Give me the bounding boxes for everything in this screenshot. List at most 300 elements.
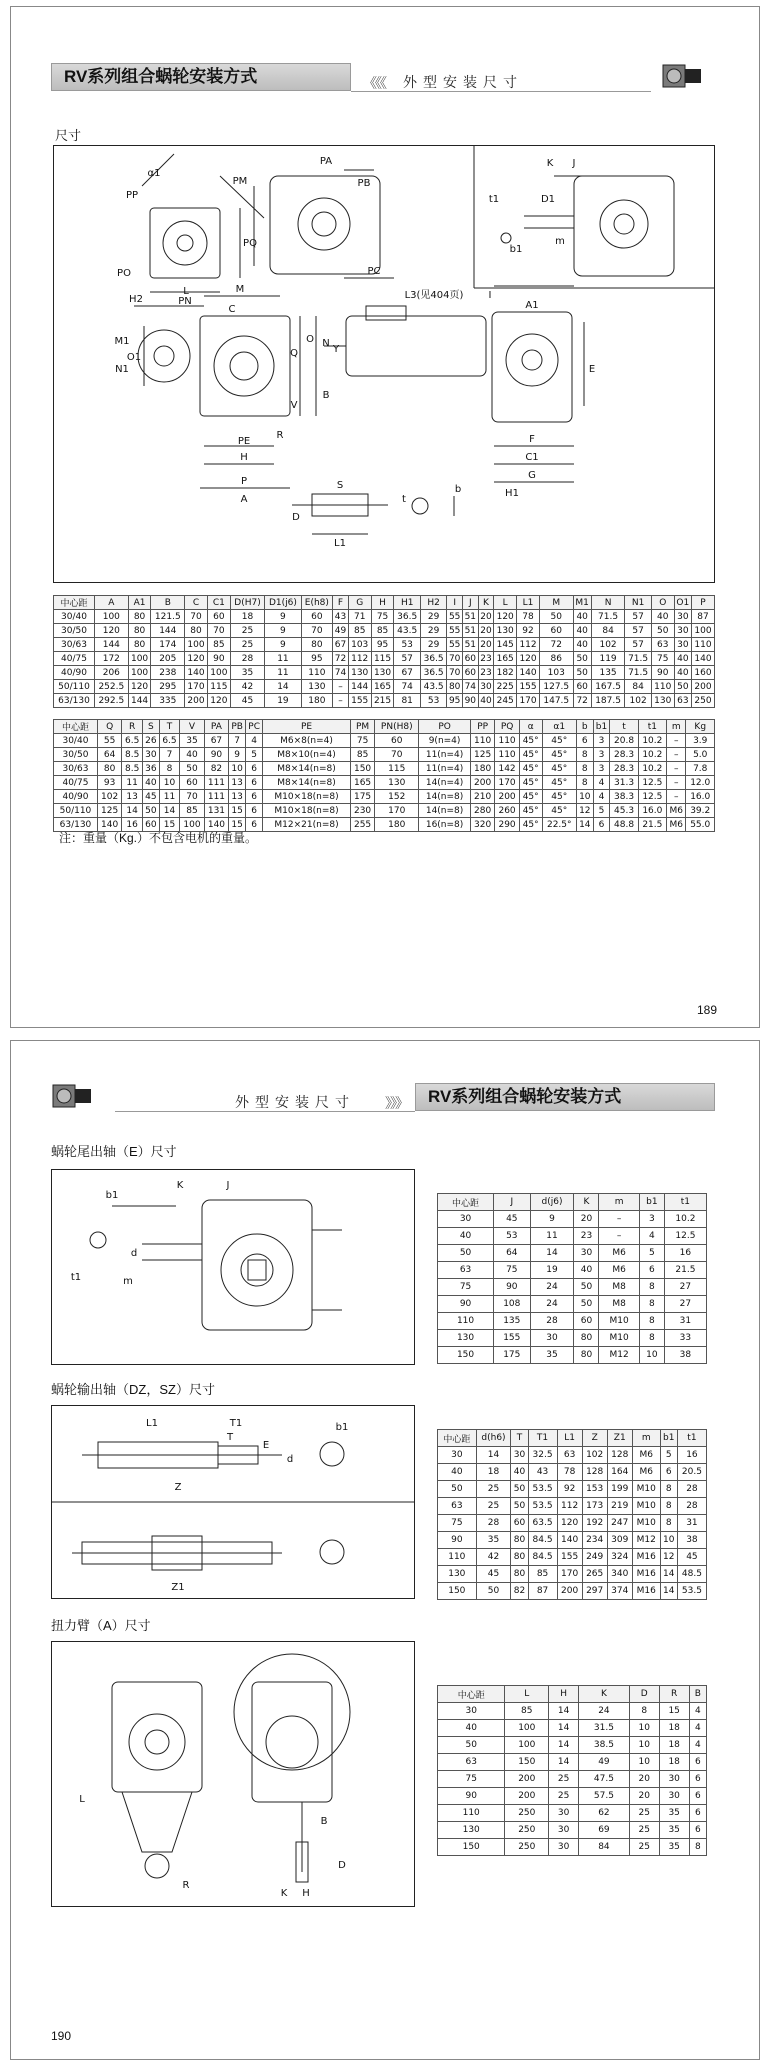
table-cell: 70 [447, 652, 463, 666]
table-cell: 8 [159, 762, 180, 776]
table-row [54, 680, 715, 694]
table-cell: 14 [265, 680, 301, 694]
label-h: H [302, 1888, 310, 1899]
table-row [54, 762, 715, 776]
table-cell: 142 [495, 762, 519, 776]
column-header: A1 [128, 596, 151, 610]
table-cell: 75 [371, 610, 394, 624]
table-cell: 60 [375, 734, 419, 748]
table-cell: 40/75 [54, 652, 95, 666]
table-cell: 30 [549, 1822, 579, 1839]
column-header: P [692, 596, 715, 610]
table-cell: 53 [494, 1228, 530, 1245]
table-cell: 111 [204, 790, 228, 804]
e-shaft-table [437, 1193, 707, 1364]
table-cell: 5 [593, 804, 610, 818]
table-cell: 150 [438, 1839, 505, 1856]
table-cell: 40 [438, 1228, 494, 1245]
label-h: H [240, 452, 248, 463]
table-cell: 20 [478, 624, 494, 638]
table-cell: 45 [677, 1549, 706, 1566]
table-cell: 28 [530, 1313, 574, 1330]
table-cell: M12×21(n=8) [263, 818, 351, 832]
table-row [438, 1822, 707, 1839]
page-number: 189 [697, 1003, 718, 1017]
table-cell: 50 [180, 762, 204, 776]
table-cell: 125 [97, 804, 121, 818]
table-cell: 71 [348, 610, 371, 624]
table-cell: 128 [607, 1447, 632, 1464]
table-cell: 29 [420, 610, 446, 624]
table-cell: 7.8 [686, 762, 715, 776]
table-cell: 200 [557, 1583, 582, 1600]
table-cell: 60 [462, 652, 478, 666]
column-header: D(H7) [230, 596, 264, 610]
table-cell: 100 [505, 1737, 549, 1754]
table-cell: 20 [478, 610, 494, 624]
label-pq: PQ [243, 238, 257, 249]
table-cell: 57 [625, 610, 651, 624]
label-pe: PE [237, 436, 251, 447]
table-cell: 60 [573, 680, 591, 694]
table-cell: 14 [159, 804, 180, 818]
table-cell: 55 [97, 734, 121, 748]
table-cell: 21.5 [638, 818, 666, 832]
label-b1: b1 [509, 244, 523, 255]
table-cell: 9 [265, 638, 301, 652]
table-cell: 9 [229, 748, 246, 762]
column-header: PC [246, 720, 263, 734]
table-cell: 230 [350, 804, 374, 818]
label-t1-cap: T1 [229, 1418, 243, 1429]
table-cell: 225 [494, 680, 517, 694]
column-header: R [122, 720, 143, 734]
table-cell: 120 [185, 652, 208, 666]
column-header: m [632, 1430, 660, 1447]
e-shaft-svg [52, 1170, 414, 1364]
table-cell: 50 [438, 1481, 477, 1498]
dimension-table-1 [53, 595, 715, 708]
table-cell: 10.2 [638, 748, 666, 762]
table-cell: M10 [632, 1481, 660, 1498]
table-cell: 187.5 [591, 694, 625, 708]
table-cell: 200 [495, 790, 519, 804]
table-cell: 265 [582, 1566, 607, 1583]
table-cell: 51 [462, 610, 478, 624]
table-cell: 70 [301, 624, 333, 638]
table-cell: M10×18(n=8) [263, 804, 351, 818]
table-cell: 90 [207, 652, 230, 666]
table-cell: 9(n=4) [419, 734, 471, 748]
table-cell: 75 [651, 652, 674, 666]
table-cell: 250 [505, 1839, 549, 1856]
table-cell: 6.5 [159, 734, 180, 748]
table-cell: 115 [371, 652, 394, 666]
table-cell: 35 [180, 734, 204, 748]
column-header: PB [229, 720, 246, 734]
column-header: PM [350, 720, 374, 734]
table-cell: 10 [629, 1720, 659, 1737]
table-cell: 200 [505, 1771, 549, 1788]
table-cell: 9 [265, 610, 301, 624]
table-cell: 30 [659, 1771, 689, 1788]
table-cell: 51 [462, 624, 478, 638]
table-cell: 60 [539, 624, 573, 638]
table-cell: M6 [632, 1464, 660, 1481]
table-cell: 30 [478, 680, 494, 694]
table-cell: 3 [593, 762, 610, 776]
column-header: O [651, 596, 674, 610]
column-header: C1 [207, 596, 230, 610]
e-shaft-drawing [51, 1169, 415, 1365]
table-cell: 10 [229, 762, 246, 776]
table-cell: 25 [629, 1839, 659, 1856]
table-cell: 25 [629, 1805, 659, 1822]
table-cell: 50 [651, 624, 674, 638]
table-cell: 50/110 [54, 804, 98, 818]
table-cell: 9 [265, 624, 301, 638]
table-cell: 4 [689, 1737, 706, 1754]
table-cell: 125 [470, 748, 494, 762]
table-cell: 30 [530, 1330, 574, 1347]
table-cell: 8 [639, 1279, 664, 1296]
table-cell: 10.2 [664, 1211, 706, 1228]
table-cell: 115 [375, 762, 419, 776]
table-cell: 50 [438, 1245, 494, 1262]
table-cell: 64 [97, 748, 121, 762]
table-cell: 14 [549, 1720, 579, 1737]
label-p: P [240, 476, 248, 487]
table-cell: 115 [207, 680, 230, 694]
table-cell: 14 [549, 1754, 579, 1771]
label-n1: N1 [115, 364, 129, 375]
table-cell: 80 [301, 638, 333, 652]
table-cell: 6 [246, 790, 263, 804]
table-cell: 67 [394, 666, 420, 680]
label-d1: D1 [540, 194, 556, 205]
table-cell: 135 [494, 1313, 530, 1330]
table-cell: 8 [576, 762, 593, 776]
label-n: N [322, 338, 330, 349]
table-cell: 18 [659, 1737, 689, 1754]
table-cell: 63/130 [54, 818, 98, 832]
table-cell: 112 [348, 652, 371, 666]
table-cell: M8×10(n=4) [263, 748, 351, 762]
torque-arm-drawing [51, 1641, 415, 1907]
table-row [54, 748, 715, 762]
table-cell: 20 [629, 1771, 659, 1788]
column-header: t1 [677, 1430, 706, 1447]
table-cell: 170 [557, 1566, 582, 1583]
label-y: Y [332, 344, 340, 355]
label-k: K [546, 158, 554, 169]
label-m-cap: M [235, 284, 245, 295]
table-row [54, 776, 715, 790]
table-cell: 80 [128, 610, 151, 624]
label-b1: b1 [335, 1422, 349, 1433]
table-cell: 45° [542, 734, 576, 748]
table-cell: 18 [476, 1464, 511, 1481]
table-cell: 18 [659, 1754, 689, 1771]
label-pc: PC [367, 266, 381, 277]
gearbox-logo-icon [661, 57, 705, 93]
table-cell: 110 [438, 1549, 477, 1566]
table-cell: 324 [607, 1549, 632, 1566]
table-cell: 120 [557, 1515, 582, 1532]
table-cell: 4 [246, 734, 263, 748]
arrows-icon: 《《《 [363, 75, 385, 91]
table-cell: 340 [607, 1566, 632, 1583]
table-cell: 100 [505, 1720, 549, 1737]
table-cell: 120 [95, 624, 129, 638]
table-cell: 40 [674, 666, 691, 680]
table-cell: 127.5 [539, 680, 573, 694]
table-cell: 60 [180, 776, 204, 790]
table-cell: 85 [350, 748, 374, 762]
catalog-page-189 [10, 6, 760, 1028]
table-cell: 93 [97, 776, 121, 790]
label-r: R [276, 430, 284, 441]
table-cell: 8 [660, 1498, 677, 1515]
gearbox-logo-icon [51, 1077, 95, 1113]
table-cell: 45° [542, 776, 576, 790]
table-cell: 90 [462, 694, 478, 708]
table-cell: 121.5 [151, 610, 185, 624]
table-cell: 175 [350, 790, 374, 804]
table-cell: 49 [579, 1754, 630, 1771]
table-row [438, 1481, 707, 1498]
table-cell: 174 [151, 638, 185, 652]
label-k: K [280, 1888, 288, 1899]
table-cell: 131 [204, 804, 228, 818]
table-cell: 30 [674, 624, 691, 638]
table-cell: 74 [462, 680, 478, 694]
table-cell: 10 [660, 1532, 677, 1549]
table-cell: M6 [666, 818, 685, 832]
table-cell: 6 [246, 776, 263, 790]
table-cell: 75 [438, 1771, 505, 1788]
column-header: Kg [686, 720, 715, 734]
table-cell: 130 [438, 1330, 494, 1347]
table-cell: 110 [301, 666, 333, 680]
table-row [438, 1703, 707, 1720]
table-cell: 48.8 [610, 818, 638, 832]
table-cell: 4 [593, 776, 610, 790]
label-i: I [488, 290, 492, 301]
table-cell: 4 [689, 1720, 706, 1737]
table-cell: 70 [180, 790, 204, 804]
table-row [54, 666, 715, 680]
table-cell: 9 [530, 1211, 574, 1228]
dimension-table-2 [53, 719, 715, 832]
table-cell: 27 [664, 1279, 706, 1296]
label-l1: L1 [334, 538, 346, 549]
table-cell: 10 [159, 776, 180, 790]
table-cell: 92 [557, 1481, 582, 1498]
column-header: PQ [495, 720, 519, 734]
table-cell: 3 [593, 748, 610, 762]
table-cell: 80 [511, 1532, 528, 1549]
table-row [54, 790, 715, 804]
label-l: L [183, 286, 189, 297]
table-cell: 102 [625, 694, 651, 708]
label-pn: PN [178, 296, 192, 307]
table-cell: 30 [511, 1447, 528, 1464]
table-cell: M6 [666, 804, 685, 818]
label-a: A [240, 494, 248, 505]
table-cell: 30/63 [54, 638, 95, 652]
column-header: J [494, 1194, 530, 1211]
table-cell: 92 [517, 624, 540, 638]
table-cell: – [599, 1211, 639, 1228]
table-cell: 130 [438, 1822, 505, 1839]
table-cell: 45° [519, 762, 542, 776]
table-cell: 5 [639, 1245, 664, 1262]
table-cell: 140 [185, 666, 208, 680]
table-cell: 12.5 [664, 1228, 706, 1245]
table-cell: M8×14(n=8) [263, 776, 351, 790]
table-cell: 28.3 [610, 748, 638, 762]
table-cell: 26 [142, 734, 159, 748]
table-cell: 80 [185, 624, 208, 638]
table-cell: 36.5 [420, 666, 446, 680]
column-header: R [659, 1686, 689, 1703]
table-cell: 43 [333, 610, 349, 624]
table-cell: 173 [582, 1498, 607, 1515]
table-cell: 50 [476, 1583, 511, 1600]
table-row [438, 1211, 707, 1228]
table-cell: 28 [677, 1498, 706, 1515]
column-header: G [348, 596, 371, 610]
column-header: t1 [638, 720, 666, 734]
label-v: V [290, 400, 298, 411]
table-cell: 200 [470, 776, 494, 790]
table-row [54, 694, 715, 708]
section-label-e-shaft: 蜗轮尾出轴（E）尺寸 [51, 1144, 177, 1159]
label-h2: H2 [129, 294, 143, 305]
table-cell: 30/63 [54, 762, 98, 776]
table-cell: 14(n=8) [419, 804, 471, 818]
table-cell: 70 [447, 666, 463, 680]
label-o1: O1 [126, 352, 142, 363]
table-cell: 38.3 [610, 790, 638, 804]
table-cell: 84.5 [528, 1532, 557, 1549]
column-header: D1(j6) [265, 596, 301, 610]
table-cell: 55 [447, 624, 463, 638]
table-cell: 4 [689, 1703, 706, 1720]
table-cell: 38 [677, 1532, 706, 1549]
table-cell: 60 [574, 1313, 599, 1330]
table-cell: 57 [625, 624, 651, 638]
column-header: F [333, 596, 349, 610]
table-cell: M10 [632, 1515, 660, 1532]
table-cell: 25 [476, 1481, 511, 1498]
table-cell: 82 [511, 1583, 528, 1600]
table-cell: 102 [97, 790, 121, 804]
table-cell: 7 [159, 748, 180, 762]
table-cell: 120 [517, 652, 540, 666]
column-header: b1 [639, 1194, 664, 1211]
table-cell: 28 [230, 652, 264, 666]
table-cell: 14 [660, 1583, 677, 1600]
label-q: Q [290, 348, 298, 359]
table-cell: 47.5 [579, 1771, 630, 1788]
table-cell: 3 [639, 1211, 664, 1228]
label-e: E [588, 364, 596, 375]
table-cell: 111 [204, 776, 228, 790]
table-row [438, 1279, 707, 1296]
table-cell: 85 [371, 624, 394, 638]
label-b-small: b [454, 484, 462, 495]
table-cell: 30 [142, 748, 159, 762]
label-b: B [320, 1816, 328, 1827]
table-row [54, 652, 715, 666]
table-cell: 57 [625, 638, 651, 652]
table-cell: 45° [519, 790, 542, 804]
label-pm: PM [232, 176, 248, 187]
label-m1: M1 [114, 336, 130, 347]
table-cell: 250 [505, 1805, 549, 1822]
table-cell: 23 [478, 666, 494, 680]
table-cell: 12 [660, 1549, 677, 1566]
table-cell: 260 [495, 804, 519, 818]
table-cell: 130 [651, 694, 674, 708]
table-cell: 170 [517, 694, 540, 708]
table-cell: M12 [632, 1532, 660, 1549]
table-cell: 7 [229, 734, 246, 748]
table-cell: 6 [246, 818, 263, 832]
table-cell: 45 [230, 694, 264, 708]
table-cell: 119 [591, 652, 625, 666]
header-subtitle: 外型安装尺寸 [235, 1094, 355, 1110]
table-cell: 335 [151, 694, 185, 708]
table-cell: – [666, 776, 685, 790]
column-header: V [180, 720, 204, 734]
column-header: Q [97, 720, 121, 734]
table-cell: 11 [265, 652, 301, 666]
table-cell: 69 [579, 1822, 630, 1839]
table-cell: 50 [573, 652, 591, 666]
torque-arm-svg [52, 1642, 414, 1906]
table-cell: 25 [549, 1771, 579, 1788]
table-cell: 20 [629, 1788, 659, 1805]
table-cell: M8×14(n=8) [263, 762, 351, 776]
table-cell: 40/90 [54, 790, 98, 804]
table-cell: 11 [530, 1228, 574, 1245]
table-cell: 24 [530, 1296, 574, 1313]
page-title: RV系列组合蜗轮安装方式 [51, 63, 351, 91]
table-row [438, 1583, 707, 1600]
table-cell: 53.5 [528, 1498, 557, 1515]
table-cell: 45 [494, 1211, 530, 1228]
table-cell: 40 [573, 638, 591, 652]
table-cell: 57 [394, 652, 420, 666]
table-cell: 4 [639, 1228, 664, 1245]
table-cell: 35 [476, 1532, 511, 1549]
table-cell: M6 [599, 1262, 639, 1279]
table-cell: 8.5 [122, 762, 143, 776]
table-cell: 62 [579, 1805, 630, 1822]
table-cell: – [666, 734, 685, 748]
column-header: Z1 [607, 1430, 632, 1447]
column-header: PN(H8) [375, 720, 419, 734]
label-m: m [555, 236, 565, 247]
table-cell: 80 [511, 1549, 528, 1566]
table-cell: 8 [689, 1839, 706, 1856]
table-cell: 71.5 [625, 652, 651, 666]
table-cell: 120 [494, 610, 517, 624]
table-cell: 167.5 [591, 680, 625, 694]
